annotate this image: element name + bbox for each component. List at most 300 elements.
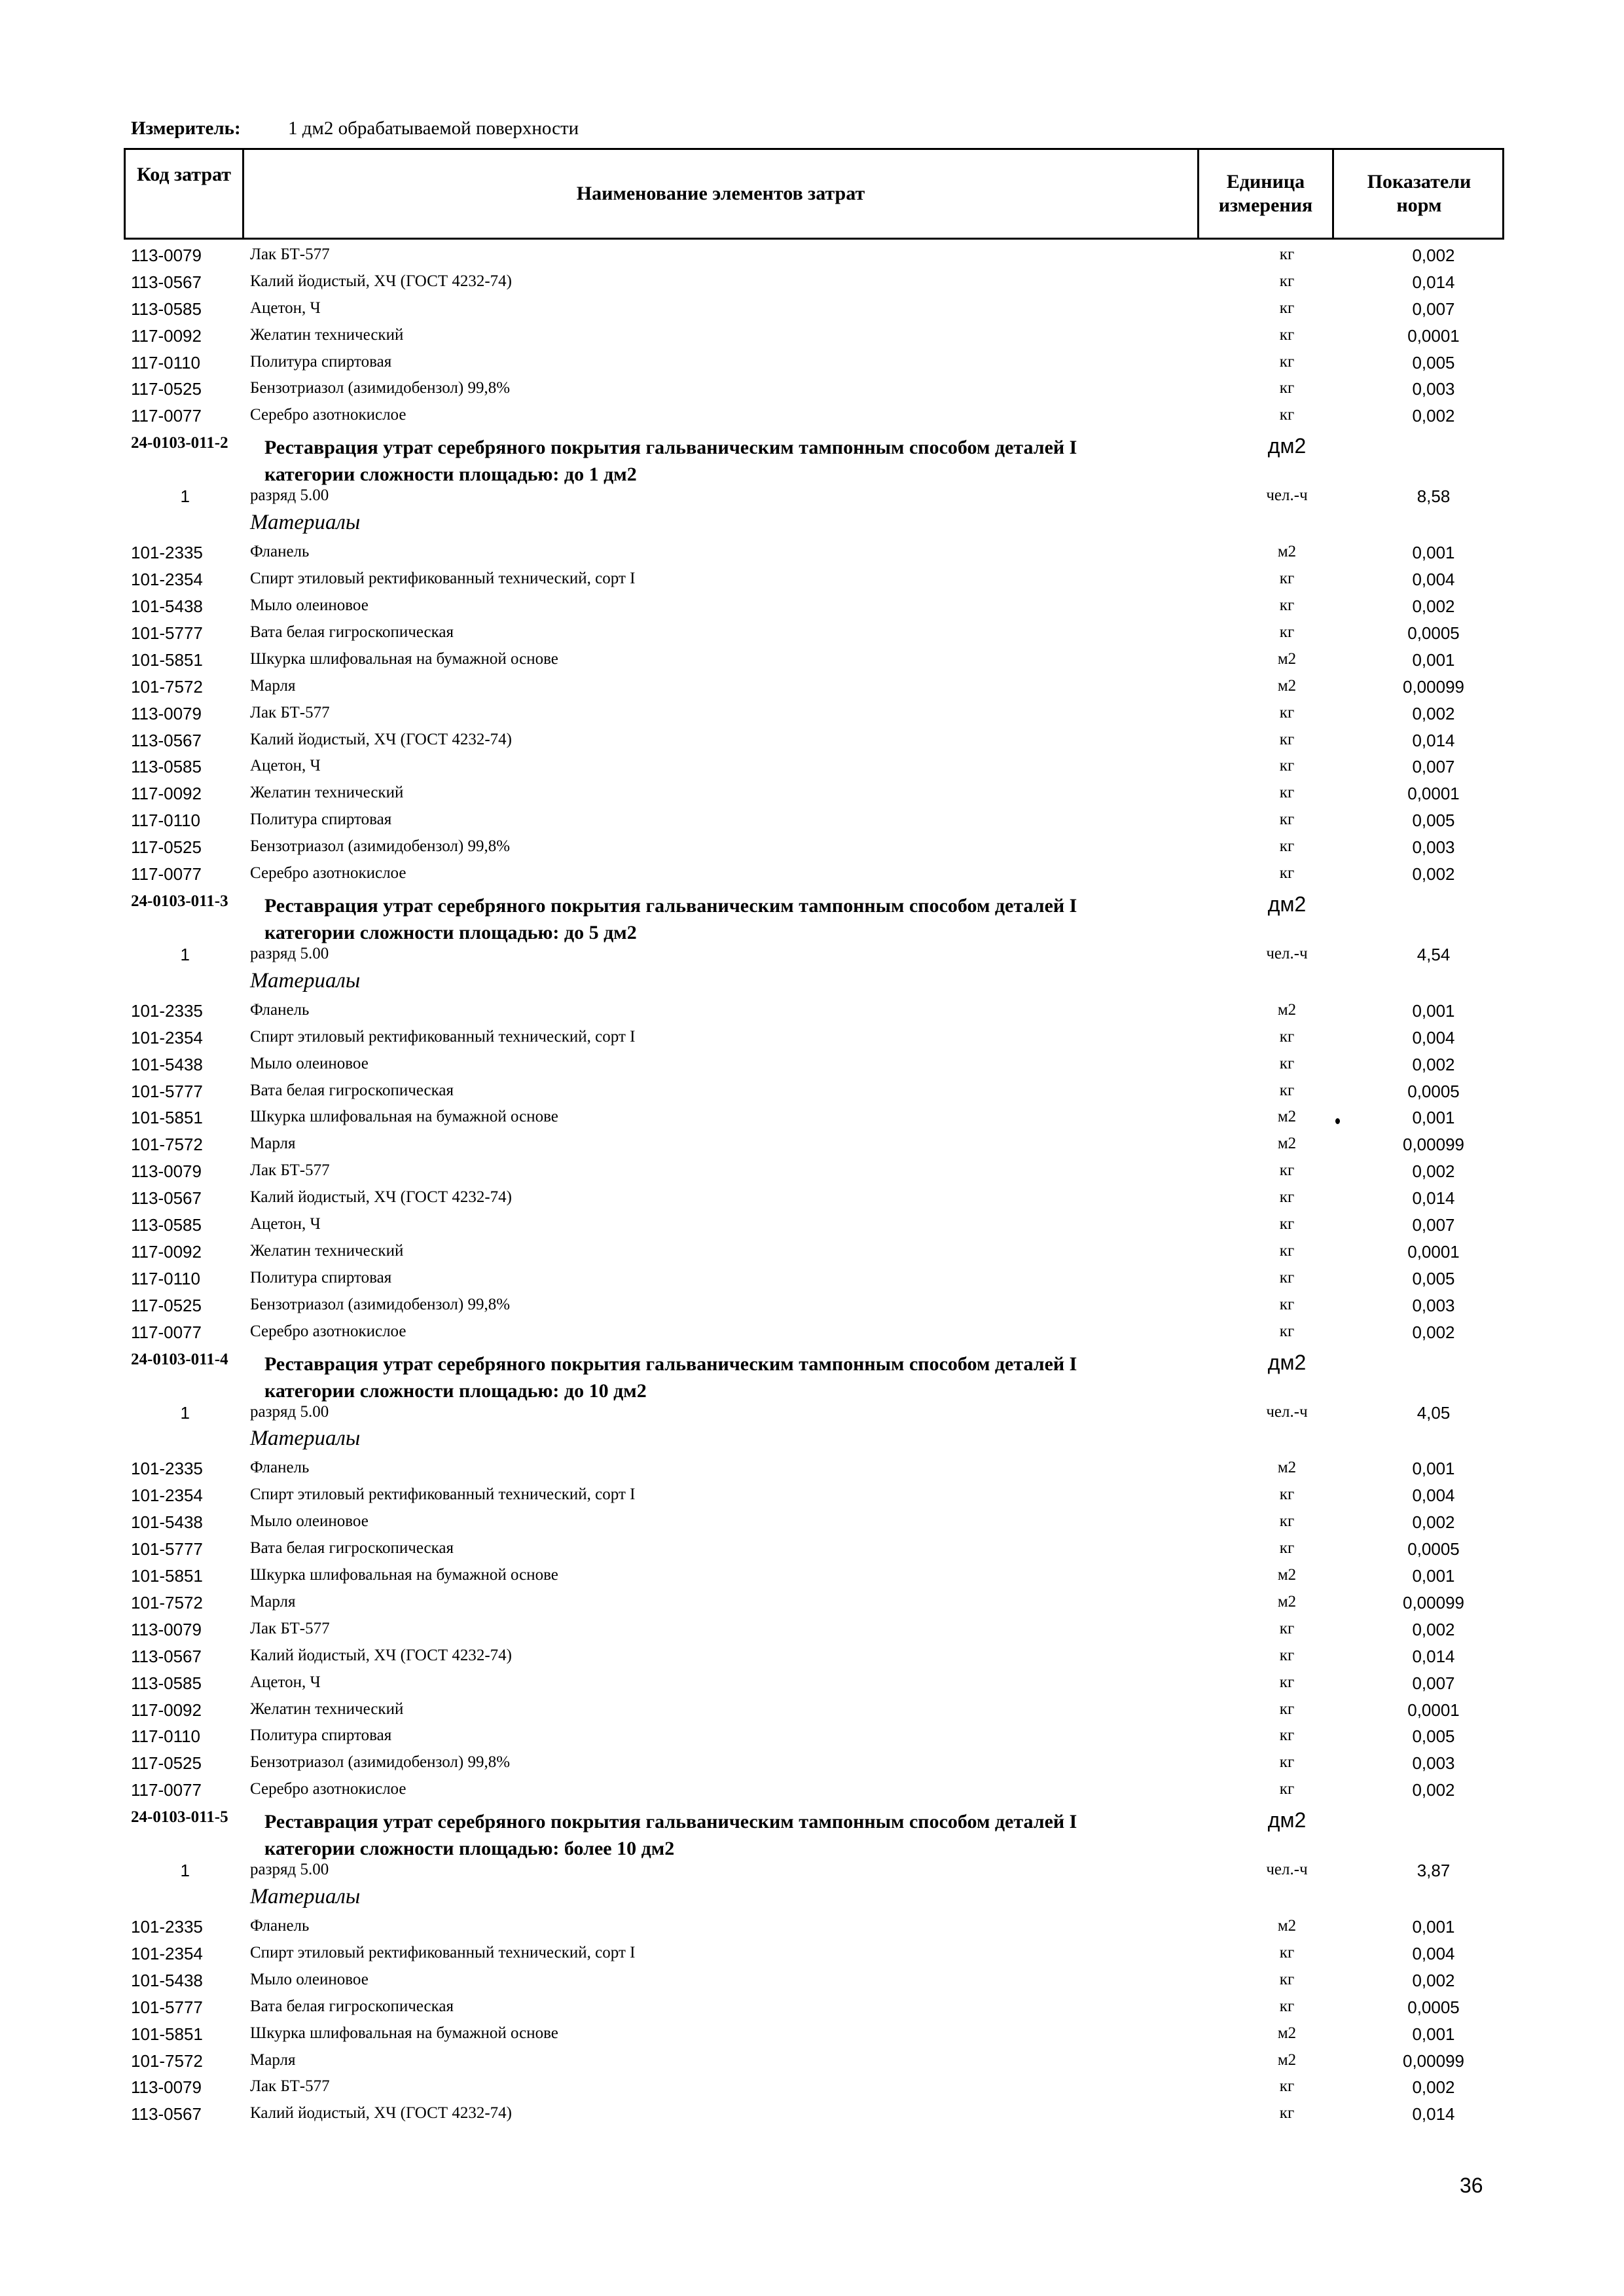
row-norm: 8,58 — [1416, 486, 1451, 506]
row-norm: 0,002 — [1412, 596, 1455, 616]
row-norm: 0,00099 — [1403, 677, 1464, 697]
row-unit: кг — [1279, 864, 1295, 882]
row-code: 113-0585 — [131, 1215, 202, 1235]
row-code: 101-7572 — [131, 1593, 203, 1613]
row-norm: 4,05 — [1416, 1403, 1451, 1423]
row-code: 117-0110 — [131, 1269, 201, 1288]
row-code: 117-0110 — [131, 1726, 201, 1746]
measure-value: 1 дм2 обрабатываемой поверхности — [288, 118, 579, 139]
row-code: 101-5777 — [131, 1539, 203, 1559]
row-unit: чел.-ч — [1266, 1403, 1308, 1421]
row-name: Серебро азотнокислое — [250, 1780, 406, 1798]
row-code: 117-0525 — [131, 1296, 202, 1315]
table-row — [0, 1593, 1624, 1620]
header-norm — [1334, 150, 1504, 238]
header-name: Наименование элементов затрат — [244, 150, 1199, 238]
table-row — [0, 1997, 1624, 2024]
row-norm: 0,001 — [1412, 543, 1455, 562]
row-code: 101-5777 — [131, 623, 203, 643]
row-name: Лак БТ-577 — [250, 246, 330, 263]
row-norm: 0,0005 — [1407, 623, 1460, 643]
table-row — [0, 1944, 1624, 1971]
row-norm: 0,002 — [1412, 1512, 1455, 1532]
row-unit: кг — [1279, 2104, 1295, 2122]
row-code: 101-5851 — [131, 1566, 203, 1586]
table-header — [124, 148, 1504, 240]
table-row — [0, 543, 1624, 570]
row-name: Желатин технический — [250, 1700, 404, 1718]
row-unit: м2 — [1277, 650, 1297, 668]
row-unit: м2 — [1277, 1135, 1297, 1152]
row-unit: кг — [1279, 1512, 1295, 1530]
row-unit: кг — [1279, 1242, 1295, 1260]
header-unit — [1199, 150, 1334, 238]
row-name: Марля — [250, 1593, 296, 1611]
row-unit: м2 — [1277, 2051, 1297, 2069]
table-row — [0, 1161, 1624, 1188]
table-row — [0, 1028, 1624, 1055]
row-name: Вата белая гигроскопическая — [250, 1539, 454, 1557]
table-row — [0, 1620, 1624, 1647]
row-code: 113-0585 — [131, 757, 202, 776]
row-name: Бензотриазол (азимидобензол) 99,8% — [250, 1296, 511, 1313]
row-name: Бензотриазол (азимидобензол) 99,8% — [250, 1753, 511, 1771]
section-title-line1: Реставрация утрат серебряного покрытия гальваническим тампонным способом деталей I — [264, 1811, 1077, 1832]
row-code: 113-0567 — [131, 272, 202, 292]
row-name: Мыло олеиновое — [250, 1971, 369, 1988]
table-row — [0, 1971, 1624, 1997]
row-norm: 0,005 — [1412, 353, 1455, 373]
table-row — [0, 1539, 1624, 1566]
row-code: 113-0567 — [131, 2104, 202, 2124]
row-norm: 0,014 — [1412, 1647, 1455, 1666]
table-row — [0, 1512, 1624, 1539]
section-code: 24-0103-011-2 — [131, 434, 228, 452]
stray-mark — [1335, 1118, 1340, 1124]
row-norm: 0,007 — [1412, 1673, 1455, 1693]
row-unit: кг — [1279, 704, 1295, 721]
row-name: Серебро азотнокислое — [250, 864, 406, 882]
section-unit: дм2 — [1267, 892, 1307, 916]
section-header — [0, 1351, 1624, 1403]
row-code: 101-2354 — [131, 1944, 203, 1963]
row-norm: 0,002 — [1412, 1055, 1455, 1074]
row-name: Вата белая гигроскопическая — [250, 623, 454, 641]
row-name: Марля — [250, 1135, 296, 1152]
row-name: Спирт этиловый ректификованный технический, сорт I — [250, 570, 636, 587]
row-norm: 0,003 — [1412, 837, 1455, 857]
row-name: Политура спиртовая — [250, 1726, 392, 1744]
row-name: Фланель — [250, 543, 310, 560]
row-code: 1 — [180, 945, 190, 964]
row-code: 117-0092 — [131, 1242, 202, 1262]
row-unit: кг — [1279, 272, 1295, 290]
row-name: разряд 5.00 — [250, 1861, 329, 1878]
row-unit: кг — [1279, 811, 1295, 828]
rank-row — [0, 486, 1624, 513]
row-name: Спирт этиловый ректификованный технический, сорт I — [250, 1028, 636, 1046]
row-norm: 0,004 — [1412, 1485, 1455, 1505]
row-unit: кг — [1279, 1082, 1295, 1099]
row-name: Спирт этиловый ректификованный технический, сорт I — [250, 1485, 636, 1503]
row-unit: чел.-ч — [1266, 486, 1308, 504]
row-code: 101-5438 — [131, 1512, 203, 1532]
table-row — [0, 353, 1624, 380]
row-norm: 0,001 — [1412, 650, 1455, 670]
row-norm: 0,014 — [1412, 731, 1455, 750]
table-row — [0, 1242, 1624, 1269]
row-unit: кг — [1279, 1673, 1295, 1691]
row-name: разряд 5.00 — [250, 945, 329, 962]
materials-heading — [0, 1885, 1624, 1912]
row-unit: кг — [1279, 2077, 1295, 2095]
materials-heading — [0, 1427, 1624, 1453]
row-name: Лак БТ-577 — [250, 1161, 330, 1179]
table-row — [0, 1322, 1624, 1349]
section-title — [264, 434, 1194, 488]
row-code: 101-5438 — [131, 1971, 203, 1990]
row-code: 101-7572 — [131, 677, 203, 697]
table-row — [0, 1566, 1624, 1593]
row-norm: 0,002 — [1412, 1322, 1455, 1342]
table-row — [0, 1082, 1624, 1108]
row-name: Желатин технический — [250, 326, 404, 344]
row-code: 101-5438 — [131, 596, 203, 616]
table-row — [0, 379, 1624, 406]
row-unit: кг — [1279, 1780, 1295, 1798]
row-code: 1 — [180, 486, 190, 506]
materials-heading — [0, 511, 1624, 538]
header-norm-line2: норм — [1396, 194, 1442, 216]
row-unit: м2 — [1277, 543, 1297, 560]
table-row — [0, 1215, 1624, 1242]
row-code: 113-0079 — [131, 704, 202, 723]
row-code: 113-0567 — [131, 1188, 202, 1208]
row-unit: кг — [1279, 353, 1295, 371]
table-row — [0, 406, 1624, 433]
row-name: Ацетон, Ч — [250, 757, 321, 774]
table-row — [0, 1700, 1624, 1727]
row-unit: кг — [1279, 731, 1295, 748]
row-unit: кг — [1279, 246, 1295, 263]
row-name: Мыло олеиновое — [250, 1055, 369, 1072]
measure-line — [131, 118, 579, 139]
row-name: Марля — [250, 2051, 296, 2069]
row-norm: 0,0005 — [1407, 1082, 1460, 1101]
row-code: 113-0079 — [131, 1161, 202, 1181]
row-unit: кг — [1279, 1700, 1295, 1718]
row-norm: 0,007 — [1412, 757, 1455, 776]
table-row — [0, 1726, 1624, 1753]
section-title-line2: категории сложности площадью: до 5 дм2 — [264, 922, 637, 943]
row-unit: кг — [1279, 1971, 1295, 1988]
materials-label: Материалы — [250, 511, 361, 534]
row-code: 101-2354 — [131, 1485, 203, 1505]
row-norm: 0,001 — [1412, 2024, 1455, 2044]
row-name: Калий йодистый, ХЧ (ГОСТ 4232-74) — [250, 272, 513, 290]
row-unit: кг — [1279, 757, 1295, 774]
row-unit: кг — [1279, 1485, 1295, 1503]
row-code: 113-0079 — [131, 246, 202, 265]
table-row — [0, 326, 1624, 353]
section-header — [0, 434, 1624, 486]
table-row — [0, 811, 1624, 837]
row-code: 101-2354 — [131, 570, 203, 589]
row-unit: кг — [1279, 1055, 1295, 1072]
row-unit: кг — [1279, 1539, 1295, 1557]
row-unit: м2 — [1277, 1001, 1297, 1019]
table-row — [0, 864, 1624, 891]
table-row — [0, 2051, 1624, 2078]
row-norm: 0,002 — [1412, 406, 1455, 426]
row-name: Ацетон, Ч — [250, 1673, 321, 1691]
row-name: Калий йодистый, ХЧ (ГОСТ 4232-74) — [250, 731, 513, 748]
row-name: Шкурка шлифовальная на бумажной основе — [250, 1566, 558, 1584]
row-norm: 0,001 — [1412, 1917, 1455, 1937]
row-code: 113-0585 — [131, 299, 202, 319]
row-code: 113-0567 — [131, 731, 202, 750]
header-unit-line2: измерения — [1218, 194, 1313, 216]
row-name: Калий йодистый, ХЧ (ГОСТ 4232-74) — [250, 1188, 513, 1206]
header-norm-line1: Показатели — [1367, 171, 1471, 192]
row-code: 117-0092 — [131, 326, 202, 346]
section-title-line2: категории сложности площадью: более 10 дм2 — [264, 1838, 675, 1859]
row-name: Лак БТ-577 — [250, 1620, 330, 1637]
row-norm: 0,002 — [1412, 2077, 1455, 2097]
row-code: 117-0077 — [131, 1780, 202, 1800]
table-row — [0, 246, 1624, 272]
row-unit: кг — [1279, 1028, 1295, 1046]
row-unit: кг — [1279, 623, 1295, 641]
row-code: 101-2335 — [131, 543, 203, 562]
row-unit: м2 — [1277, 2024, 1297, 2042]
row-name: Политура спиртовая — [250, 353, 392, 371]
table-row — [0, 623, 1624, 650]
row-code: 1 — [180, 1403, 190, 1423]
row-name: Спирт этиловый ректификованный технический, сорт I — [250, 1944, 636, 1961]
row-norm: 0,0005 — [1407, 1539, 1460, 1559]
section-code: 24-0103-011-5 — [131, 1808, 228, 1826]
row-code: 101-5777 — [131, 1997, 203, 2017]
rank-row — [0, 1861, 1624, 1887]
row-norm: 0,001 — [1412, 1566, 1455, 1586]
row-unit: кг — [1279, 1161, 1295, 1179]
row-name: Фланель — [250, 1917, 310, 1935]
row-name: Шкурка шлифовальная на бумажной основе — [250, 650, 558, 668]
row-norm: 0,002 — [1412, 1971, 1455, 1990]
row-code: 101-5851 — [131, 2024, 203, 2044]
row-norm: 3,87 — [1416, 1861, 1451, 1880]
row-unit: кг — [1279, 1997, 1295, 2015]
section-title-line1: Реставрация утрат серебряного покрытия гальваническим тампонным способом деталей I — [264, 1353, 1077, 1375]
row-unit: кг — [1279, 1944, 1295, 1961]
row-norm: 0,0001 — [1407, 326, 1460, 346]
row-code: 113-0079 — [131, 2077, 202, 2097]
row-unit: кг — [1279, 326, 1295, 344]
materials-label: Материалы — [250, 969, 361, 993]
section-title — [264, 1808, 1194, 1862]
header-code: Код затрат — [126, 150, 244, 238]
table-row — [0, 570, 1624, 596]
row-unit: чел.-ч — [1266, 1861, 1308, 1878]
row-norm: 0,00099 — [1403, 2051, 1464, 2071]
row-norm: 0,004 — [1412, 1944, 1455, 1963]
row-code: 101-7572 — [131, 2051, 203, 2071]
row-code: 117-0525 — [131, 837, 202, 857]
row-norm: 0,002 — [1412, 704, 1455, 723]
row-norm: 0,003 — [1412, 379, 1455, 399]
rank-row — [0, 1403, 1624, 1430]
section-header — [0, 892, 1624, 945]
row-unit: кг — [1279, 1647, 1295, 1664]
row-unit: чел.-ч — [1266, 945, 1308, 962]
row-code: 117-0092 — [131, 1700, 202, 1720]
row-code: 117-0110 — [131, 353, 201, 373]
row-code: 113-0079 — [131, 1620, 202, 1639]
row-unit: кг — [1279, 784, 1295, 801]
section-title — [264, 1351, 1194, 1404]
section-title-line1: Реставрация утрат серебряного покрытия гальваническим тампонным способом деталей I — [264, 437, 1077, 458]
row-norm: 0,0001 — [1407, 784, 1460, 803]
row-norm: 0,00099 — [1403, 1593, 1464, 1613]
table-row — [0, 1296, 1624, 1322]
row-norm: 0,003 — [1412, 1753, 1455, 1773]
row-code: 101-7572 — [131, 1135, 203, 1154]
row-name: Калий йодистый, ХЧ (ГОСТ 4232-74) — [250, 2104, 513, 2122]
row-norm: 0,004 — [1412, 570, 1455, 589]
row-norm: 0,001 — [1412, 1459, 1455, 1478]
section-unit: дм2 — [1267, 1351, 1307, 1374]
row-norm: 0,007 — [1412, 299, 1455, 319]
section-unit: дм2 — [1267, 434, 1307, 458]
row-norm: 0,001 — [1412, 1108, 1455, 1127]
row-name: разряд 5.00 — [250, 486, 329, 504]
row-norm: 0,00099 — [1403, 1135, 1464, 1154]
row-code: 117-0110 — [131, 811, 201, 830]
row-code: 117-0077 — [131, 406, 202, 426]
row-unit: кг — [1279, 1753, 1295, 1771]
row-name: Ацетон, Ч — [250, 299, 321, 317]
row-code: 117-0525 — [131, 1753, 202, 1773]
row-norm: 0,014 — [1412, 2104, 1455, 2124]
section-code: 24-0103-011-3 — [131, 892, 228, 910]
table-row — [0, 1188, 1624, 1215]
table-row — [0, 837, 1624, 864]
table-row — [0, 731, 1624, 757]
table-row — [0, 299, 1624, 326]
row-norm: 0,0001 — [1407, 1242, 1460, 1262]
row-unit: кг — [1279, 299, 1295, 317]
row-unit: м2 — [1277, 1566, 1297, 1584]
table-row — [0, 2077, 1624, 2104]
row-code: 117-0525 — [131, 379, 202, 399]
row-name: Шкурка шлифовальная на бумажной основе — [250, 1108, 558, 1125]
table-row — [0, 650, 1624, 677]
row-code: 113-0567 — [131, 1647, 202, 1666]
table-row — [0, 272, 1624, 299]
row-unit: м2 — [1277, 1917, 1297, 1935]
table-row — [0, 2024, 1624, 2051]
table-row — [0, 784, 1624, 811]
row-norm: 0,014 — [1412, 272, 1455, 292]
row-unit: кг — [1279, 837, 1295, 855]
row-norm: 0,002 — [1412, 246, 1455, 265]
row-name: Лак БТ-577 — [250, 704, 330, 721]
row-code: 101-5438 — [131, 1055, 203, 1074]
materials-label: Материалы — [250, 1885, 361, 1908]
row-unit: кг — [1279, 1296, 1295, 1313]
row-name: Желатин технический — [250, 784, 404, 801]
row-norm: 0,014 — [1412, 1188, 1455, 1208]
row-unit: кг — [1279, 596, 1295, 614]
row-name: Фланель — [250, 1001, 310, 1019]
row-norm: 0,0001 — [1407, 1700, 1460, 1720]
row-norm: 0,002 — [1412, 864, 1455, 884]
row-code: 101-2335 — [131, 1459, 203, 1478]
table-row — [0, 2104, 1624, 2131]
row-unit: кг — [1279, 1620, 1295, 1637]
row-code: 101-5851 — [131, 1108, 203, 1127]
materials-label: Материалы — [250, 1427, 361, 1450]
row-name: Вата белая гигроскопическая — [250, 1082, 454, 1099]
row-unit: кг — [1279, 406, 1295, 424]
row-name: Ацетон, Ч — [250, 1215, 321, 1233]
row-name: Серебро азотнокислое — [250, 406, 406, 424]
section-title-line1: Реставрация утрат серебряного покрытия гальваническим тампонным способом деталей I — [264, 895, 1077, 917]
row-name: Серебро азотнокислое — [250, 1322, 406, 1340]
row-unit: м2 — [1277, 677, 1297, 695]
row-norm: 0,001 — [1412, 1001, 1455, 1021]
row-unit: кг — [1279, 1188, 1295, 1206]
row-name: Лак БТ-577 — [250, 2077, 330, 2095]
table-row — [0, 1001, 1624, 1028]
table-row — [0, 1780, 1624, 1807]
row-name: Мыло олеиновое — [250, 1512, 369, 1530]
page-number: 36 — [1460, 2174, 1483, 2197]
row-code: 101-2354 — [131, 1028, 203, 1048]
row-code: 101-2335 — [131, 1917, 203, 1937]
row-name: Шкурка шлифовальная на бумажной основе — [250, 2024, 558, 2042]
table-row — [0, 1135, 1624, 1161]
rank-row — [0, 945, 1624, 972]
row-norm: 0,002 — [1412, 1780, 1455, 1800]
row-code: 117-0092 — [131, 784, 202, 803]
table-row — [0, 1269, 1624, 1296]
row-norm: 0,007 — [1412, 1215, 1455, 1235]
row-name: Мыло олеиновое — [250, 596, 369, 614]
row-name: Политура спиртовая — [250, 811, 392, 828]
table-row — [0, 1485, 1624, 1512]
row-name: Марля — [250, 677, 296, 695]
row-name: Бензотриазол (азимидобензол) 99,8% — [250, 379, 511, 397]
table-row — [0, 1055, 1624, 1082]
row-unit: м2 — [1277, 1593, 1297, 1611]
table-row — [0, 1673, 1624, 1700]
section-title-line2: категории сложности площадью: до 10 дм2 — [264, 1380, 647, 1402]
row-unit: кг — [1279, 1215, 1295, 1233]
row-name: Желатин технический — [250, 1242, 404, 1260]
row-name: Бензотриазол (азимидобензол) 99,8% — [250, 837, 511, 855]
section-header — [0, 1808, 1624, 1861]
row-unit: кг — [1279, 570, 1295, 587]
table-row — [0, 1753, 1624, 1780]
row-norm: 0,005 — [1412, 1726, 1455, 1746]
row-code: 113-0585 — [131, 1673, 202, 1693]
row-norm: 0,003 — [1412, 1296, 1455, 1315]
row-name: Политура спиртовая — [250, 1269, 392, 1286]
row-name: Фланель — [250, 1459, 310, 1476]
section-code: 24-0103-011-4 — [131, 1351, 228, 1368]
